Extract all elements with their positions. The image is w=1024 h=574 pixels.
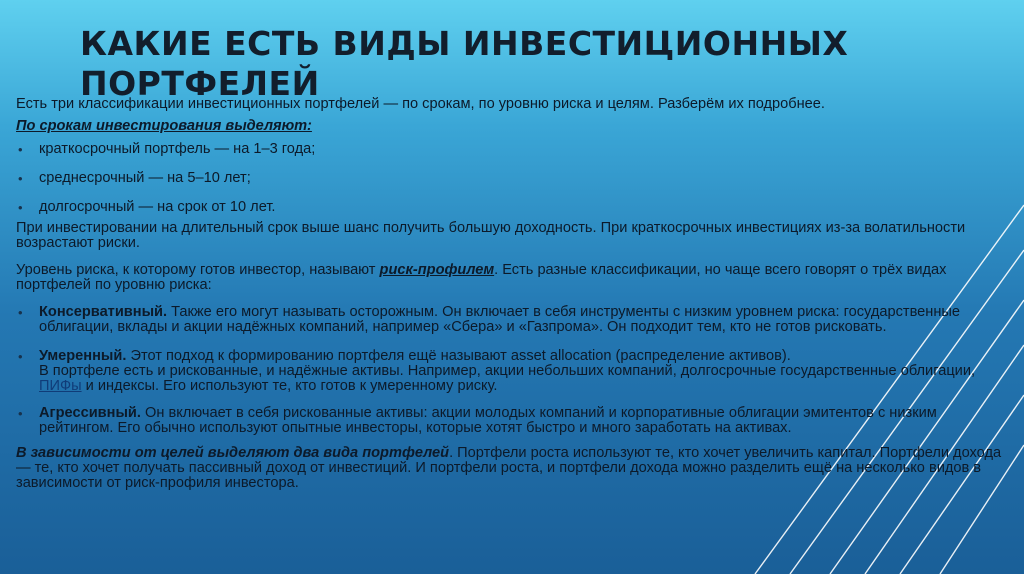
list-item-moderate xyxy=(16,349,1012,394)
risk-list xyxy=(16,305,1012,436)
list-item-conservative xyxy=(16,305,1012,335)
terms-note: При инвестировании на длительный срок выше шанс получить большую доходность. При краткосрочных инвестициях из-за волатильности возрастают риски. xyxy=(16,220,966,251)
page-title: КАКИЕ ЕСТЬ ВИДЫ ИНВЕСТИЦИОННЫХ ПОРТФЕЛЕЙ xyxy=(80,24,849,103)
list-item-aggressive xyxy=(16,406,1012,436)
goals-term: В зависимости от целей выделяют два вида портфелей xyxy=(16,445,450,461)
item-text: Он включает в себя рискованные активы: акции молодых компаний и корпоративные облигации эмитентов с низким рейтингом. Его обычно используют опытные инвесторы, которые хотят быстро и много заработать на активах. xyxy=(39,405,937,436)
goals-paragraph xyxy=(16,446,1012,491)
risk-profile-term: риск-профилем xyxy=(379,262,495,278)
goals-text: . Портфели роста используют те, кто хочет увеличить капитал. Портфели дохода — те, кто хочет получать пассивный доход от инвестиций. И портфели роста, и портфели дохода можно разделить ещё на несколько видов в зависимости от риск-профиля инвестора. xyxy=(16,445,1002,491)
item-text: и индексы. Его используют те, кто готов к умеренному риску. xyxy=(81,378,498,394)
item-term: Агрессивный. xyxy=(39,405,141,421)
risk-intro-after: . Есть разные классификации, но чаще всего говорят о трёх видах портфелей по уровню риска: xyxy=(16,262,947,293)
terms-heading: По срокам инвестирования выделяют: xyxy=(16,118,312,134)
terms-list xyxy=(16,142,1012,215)
item-term: Умеренный. xyxy=(39,348,127,364)
list-item: • среднесрочный — на 5–10 лет; xyxy=(16,171,1012,186)
content-body xyxy=(16,97,1012,491)
risk-intro-before: Уровень риска, к которому готов инвестор, называют xyxy=(16,262,380,278)
item-text: Этот подход к формированию портфеля ещё называют asset allocation (распределение активов). xyxy=(126,348,791,364)
intro-paragraph: Есть три классификации инвестиционных портфелей — по срокам, по уровню риска и целям. Разберём их подробнее. xyxy=(16,96,825,112)
item-text: В портфеле есть и рискованные, и надёжные активы. Например, акции небольших компаний, долгосрочные государственные облигации, xyxy=(39,363,976,379)
item-term: Консервативный. xyxy=(39,304,168,320)
list-item: • краткосрочный портфель — на 1–3 года; xyxy=(16,142,1012,157)
pif-link[interactable]: ПИФы xyxy=(39,378,82,394)
list-item: • долгосрочный — на срок от 10 лет. xyxy=(16,200,1012,215)
item-text: Также его могут называть осторожным. Он включает в себя инструменты с низким уровнем риска: государственные облигации, вклады и акции надёжных компаний, например «Сбера» и «Газпрома». Он подходит тем, кто не готов рисковать. xyxy=(39,304,961,335)
risk-intro xyxy=(16,263,1012,293)
